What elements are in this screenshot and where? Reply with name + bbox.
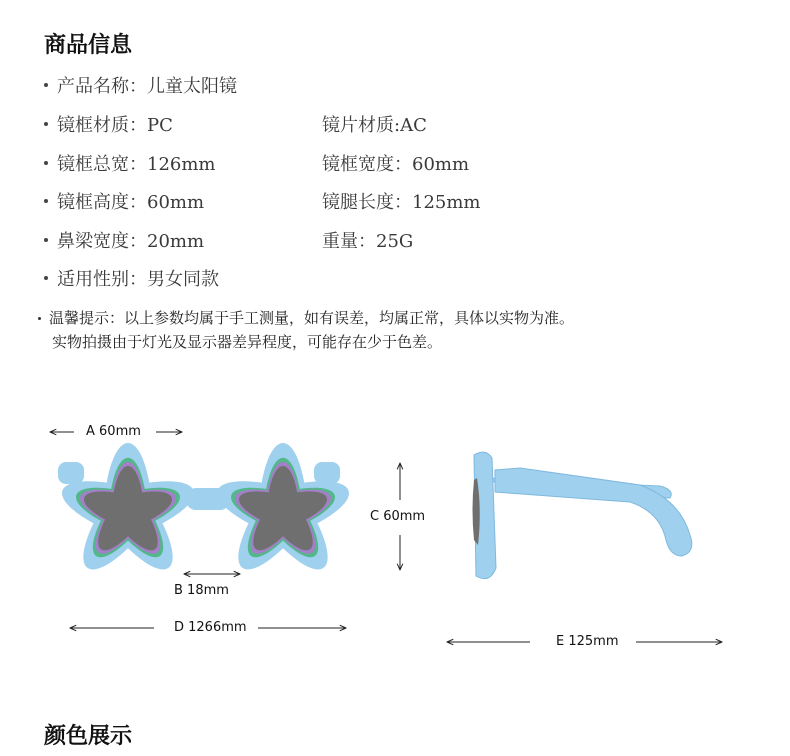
color-display-heading: 颜色展示 — [44, 724, 133, 749]
spec-frame-width: 镜框宽度：60mm — [322, 154, 470, 175]
dim-b-label: B 18mm — [174, 583, 229, 598]
spec-lens-material: 镜片材质:AC — [322, 115, 427, 136]
product-info-heading: 商品信息 — [44, 33, 133, 58]
spec-weight: 重量：25G — [322, 231, 414, 252]
left-hinge — [58, 462, 84, 484]
right-hinge — [314, 462, 340, 484]
dim-e-label: E 125mm — [556, 634, 619, 649]
spec-temple-length: 镜腿长度：125mm — [322, 192, 481, 213]
spec-frame-material: 镜框材质：PC — [44, 111, 173, 137]
dim-c-label: C 60mm — [370, 509, 426, 524]
glasses-side-view — [473, 452, 692, 579]
notice-line-1: 温馨提示：以上参数均属于手工测量，如有误差，均属正常，具体以实物为准。 — [38, 306, 574, 330]
spec-frame-height: 镜框高度：60mm — [44, 188, 204, 214]
spec-bridge-width: 鼻梁宽度：20mm — [44, 227, 204, 253]
dim-d-label: D 1266mm — [174, 620, 247, 635]
glasses-front-view — [58, 443, 349, 569]
spec-total-width: 镜框总宽：126mm — [44, 150, 216, 176]
spec-gender: 适用性别：男女同款 — [44, 265, 219, 291]
dim-a-label: A 60mm — [86, 424, 141, 439]
temple-arm — [495, 468, 692, 556]
notice-line-2: 实物拍摄由于灯光及显示器差异程度，可能存在少于色差。 — [52, 333, 443, 351]
spec-product-name: 产品名称：儿童太阳镜 — [44, 72, 237, 98]
